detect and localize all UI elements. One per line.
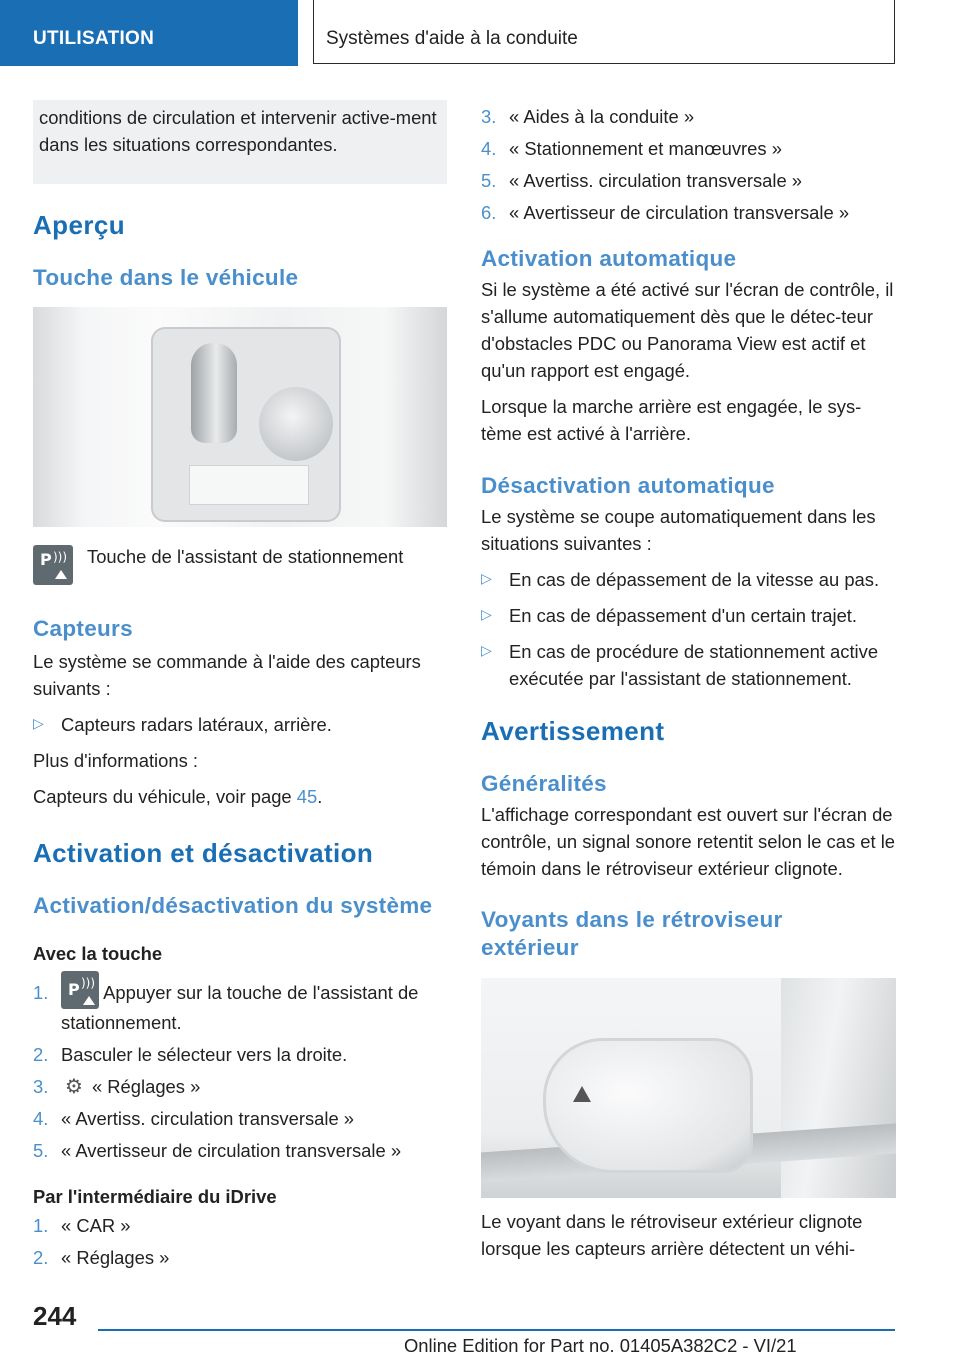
chapter-title: Systèmes d'aide à la conduite <box>313 0 895 64</box>
center-console <box>151 327 341 522</box>
a-pillar <box>781 978 896 1198</box>
intro-text: conditions de circulation et intervenir active-ment dans les situations correspondantes. <box>39 107 437 155</box>
heading-avertissement: Avertissement <box>481 716 665 746</box>
right-column <box>481 103 896 1262</box>
heading-apercu: Aperçu <box>33 210 125 240</box>
idrive-controller <box>259 387 333 461</box>
edition-text: Online Edition for Part no. 01405A382C2 - VI/21 <box>404 1335 797 1356</box>
left-column <box>33 100 447 1276</box>
section-tab: UTILISATION <box>0 0 298 66</box>
settings-gear-icon: ⚙ <box>65 1074 83 1098</box>
mirror-photo <box>481 978 896 1198</box>
list-item: 5. « Avertiss. circulation transversale » <box>481 170 803 191</box>
heading-activation-systeme: Activation/désactivation du système <box>33 893 433 918</box>
list-item: 4. « Avertiss. circulation transversale » <box>33 1108 355 1129</box>
triangle-bullet-icon: ▷ <box>33 715 44 731</box>
list-item: 5. « Avertisseur de circulation transversale » <box>33 1140 402 1161</box>
console-photo <box>33 307 447 527</box>
parking-assistant-icon: P ))) <box>33 545 73 585</box>
list-item: 2. Basculer le sélecteur vers la droite. <box>33 1044 348 1065</box>
steps-touche <box>33 976 447 1164</box>
caption-text: Touche de l'assistant de stationnement <box>87 546 404 567</box>
side-mirror <box>543 1038 753 1173</box>
triangle-bullet-icon: ▷ <box>481 606 492 622</box>
page-number: 244 <box>33 1301 77 1331</box>
console-panel <box>189 465 309 505</box>
page-link[interactable]: 45 <box>296 786 318 807</box>
voyants-text: Le voyant dans le rétroviseur extérieur clignote lorsque les capteurs arrière détectent un véhi- <box>481 1211 863 1259</box>
footer-divider <box>98 1329 895 1331</box>
list-item: 2. « Réglages » <box>33 1247 170 1268</box>
list-item: 3. ⚙ « Réglages » <box>33 1074 201 1098</box>
heading-voyants: Voyants dans le rétroviseur extérieur <box>481 907 783 960</box>
list-item: ▷ En cas de dépassement d'un certain trajet. <box>481 602 896 629</box>
heading-touche-vehicule: Touche dans le véhicule <box>33 265 299 290</box>
list-item: 6. « Avertisseur de circulation transversale » <box>481 202 850 223</box>
triangle-bullet-icon: ▷ <box>481 570 492 586</box>
list-item: 1. « CAR » <box>33 1215 131 1236</box>
capteurs-text: Le système se commande à l'aide des capteurs suivants : <box>33 651 421 699</box>
list-item: ▷ En cas de procédure de stationnement active exécutée par l'assistant de stationnement. <box>481 638 896 692</box>
heading-capteurs: Capteurs <box>33 616 133 641</box>
warning-triangle-icon <box>573 1086 591 1102</box>
auto-deactivation-text: Le système se coupe automatiquement dans les situations suivantes : <box>481 506 876 554</box>
auto-activation-text-2: Lorsque la marche arrière est engagée, le sys-tème est activé à l'arrière. <box>481 396 862 444</box>
heading-idrive: Par l'intermédiaire du iDrive <box>33 1186 277 1207</box>
list-item: ▷ Capteurs radars latéraux, arrière. <box>33 711 447 738</box>
capteurs-ref: Capteurs du véhicule, voir page 45. <box>33 786 323 807</box>
list-item: 3. « Aides à la conduite » <box>481 106 695 127</box>
auto-activation-text: Si le système a été activé sur l'écran de contrôle, il s'allume automatiquement dès que le détec-teur d'obstacles PDC ou Panorama View est actif et qu'un rapport est engagé. <box>481 279 894 381</box>
heading-activation-auto: Activation automatique <box>481 246 737 271</box>
heading-generalites: Généralités <box>481 771 607 796</box>
heading-activation: Activation et désactivation <box>33 838 374 868</box>
page-header <box>0 0 960 66</box>
gear-selector <box>191 343 237 443</box>
heading-avec-touche: Avec la touche <box>33 943 163 964</box>
triangle-bullet-icon: ▷ <box>481 642 492 658</box>
parking-assistant-icon: P ))) <box>61 971 99 1009</box>
list-item: 1. P ))) Appuyer sur la touche de l'assistant de stationnement. <box>33 979 447 1036</box>
list-item: 4. « Stationnement et manœuvres » <box>481 138 782 159</box>
heading-desactivation-auto: Désactivation automatique <box>481 473 775 498</box>
photo-caption <box>33 543 447 585</box>
list-item: ▷ En cas de dépassement de la vitesse au pas. <box>481 566 896 593</box>
intro-box <box>33 100 447 184</box>
generalites-text: L'affichage correspondant est ouvert sur l'écran de contrôle, un signal sonore retentit selon le cas et le témoin dans le rétroviseur extérieur clignote. <box>481 804 896 879</box>
plus-info: Plus d'informations : <box>33 750 199 771</box>
